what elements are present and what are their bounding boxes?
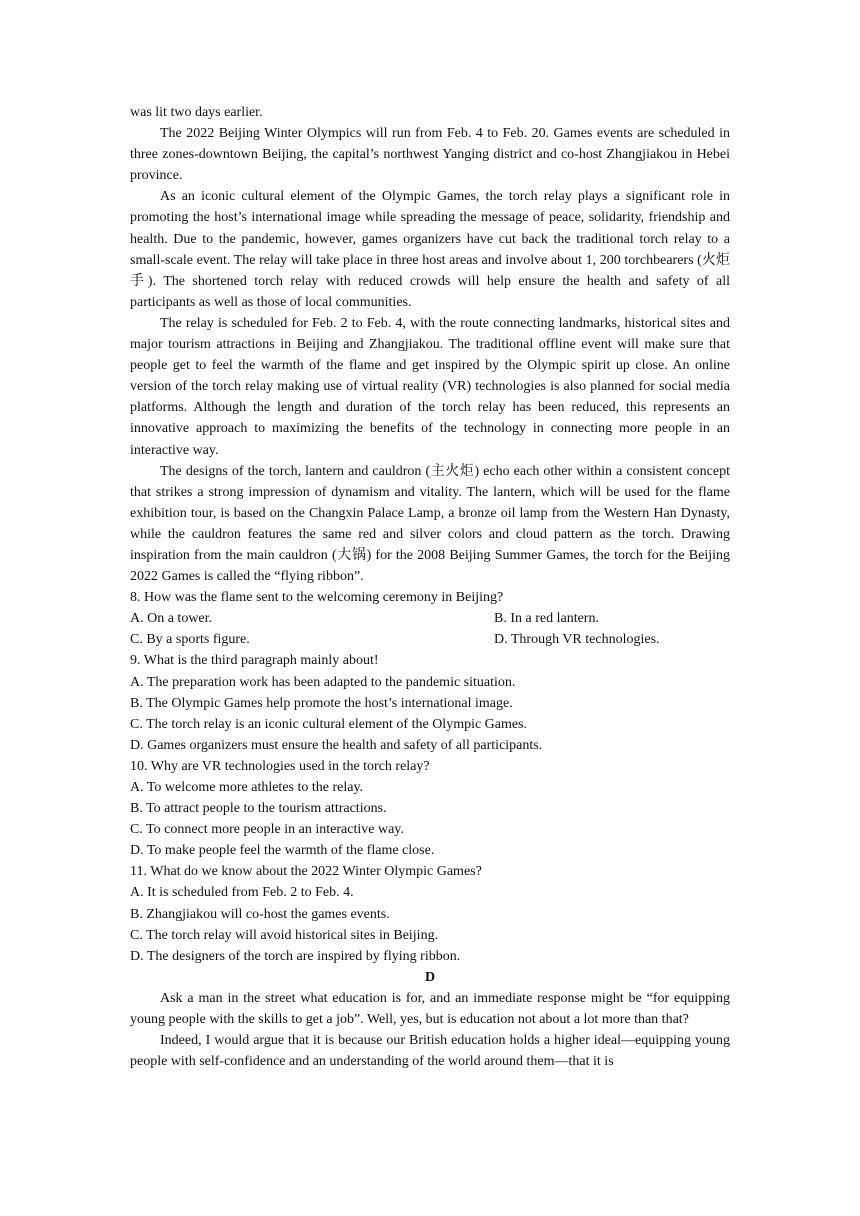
option-c: C. To connect more people in an interactive way. [130, 822, 404, 838]
option-c: C. The torch relay is an iconic cultural element of the Olympic Games. [130, 716, 528, 732]
passage-c-paragraph-1: was lit two days earlier. [130, 105, 263, 120]
question-stem: 10. Why are VR technologies used in the torch relay? [130, 758, 430, 774]
option-a: A. On a tower. [130, 611, 213, 627]
question-8 [130, 587, 730, 650]
option-d: D. The designers of the torch are inspired by flying ribbon. [130, 948, 461, 964]
option-b: B. In a red lantern. [494, 611, 599, 627]
question-stem: 9. What is the third paragraph mainly about! [130, 653, 379, 669]
question-11 [130, 861, 730, 966]
question-9 [130, 650, 730, 755]
option-row [130, 608, 730, 629]
option-c: C. By a sports figure. [130, 632, 250, 648]
option-b: B. The Olympic Games help promote the host’s international image. [130, 695, 513, 711]
option-b: B. Zhangjiakou will co-host the games events. [130, 906, 390, 922]
question-10 [130, 756, 730, 861]
section-heading-d: D [424, 969, 436, 985]
passage-c-paragraph-4: The relay is scheduled for Feb. 2 to Feb. 4, with the route connecting landmarks, historical sites and major tourism attractions in Beijing and Zhangjiakou. The traditional offline event will make sure that people get to feel the warmth of the flame and get inspired by the Olympic spirit up close. An online version of the torch relay making use of virtual reality (VR) technologies is also planned for social media platforms. Although the length and duration of the torch relay has been reduced, this represents an innovative approach to maximizing the benefits of the technology in connecting more people in an interactive way. [130, 315, 730, 458]
option-d: D. Games organizers must ensure the health and safety of all participants. [130, 737, 543, 753]
option-c: C. The torch relay will avoid historical sites in Beijing. [130, 927, 439, 943]
passage-c-paragraph-2: The 2022 Beijing Winter Olympics will run from Feb. 4 to Feb. 20. Games events are scheduled in three zones-downtown Beijing, the capital’s northwest Yanging district and co-host Zhangjiakou in Hebei province. [130, 126, 730, 184]
passage-c-paragraph-5: The designs of the torch, lantern and cauldron (主火炬) echo each other within a consistent concept that strikes a strong impression of dynamism and vitality. The lantern, which will be used for the flame exhibition tour, is based on the Changxin Palace Lamp, a bronze oil lamp from the Western Han Dynasty, while the cauldron features the same red and silver colors and cloud pattern as the torch. Drawing inspiration from the main cauldron (大锅) for the 2008 Beijing Summer Games, the torch for the Beijing 2022 Games is called the “flying ribbon”. [130, 463, 730, 585]
document-page [130, 102, 730, 1072]
option-a: A. To welcome more athletes to the relay. [130, 780, 364, 795]
option-row [130, 629, 730, 650]
passage-d-paragraph-1: Ask a man in the street what education is for, and an immediate response might be “for equipping young people with the skills to get a job”. Well, yes, but is education not about a lot more than that? [130, 990, 730, 1028]
option-d: D. To make people feel the warmth of the flame close. [130, 843, 435, 859]
option-a: A. The preparation work has been adapted to the pandemic situation. [130, 674, 516, 690]
passage-c-paragraph-3: As an iconic cultural element of the Olympic Games, the torch relay plays a significant role in promoting the host’s international image while spreading the message of peace, solidarity, friendship and health. Due to the pandemic, however, games organizers have cut back the traditional torch relay to a small-scale event. The relay will take place in three host areas and involve about 1, 200 torchbearers (火炬手). The shortened torch relay with reduced crowds will help ensure the health and safety of all participants as well as those of local communities. [130, 189, 730, 310]
question-stem: 11. What do we know about the 2022 Winter Olympic Games? [130, 864, 482, 880]
option-b: B. To attract people to the tourism attractions. [130, 801, 387, 817]
passage-d-paragraph-2: Indeed, I would argue that it is because our British education holds a higher ideal—equipping young people with self-confidence and an understanding of the world around them—that it is [130, 1033, 730, 1070]
question-stem: 8. How was the flame sent to the welcoming ceremony in Beijing? [130, 590, 504, 606]
option-d: D. Through VR technologies. [494, 632, 660, 648]
option-a: A. It is scheduled from Feb. 2 to Feb. 4. [130, 885, 354, 901]
